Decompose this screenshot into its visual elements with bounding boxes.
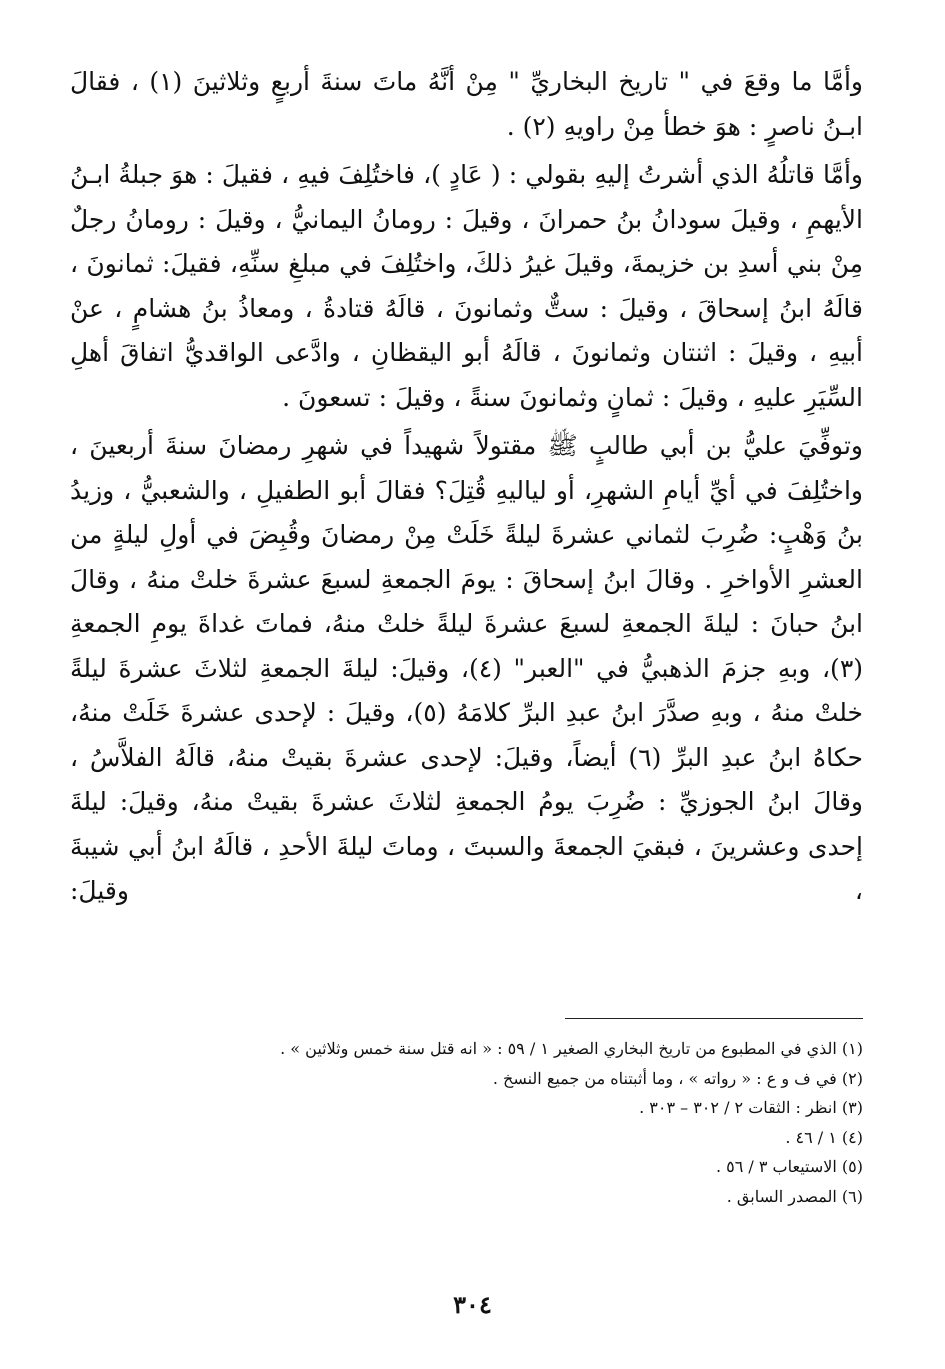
paragraph-2: وأمَّا قاتلُهُ الذي أشرتُ إليهِ بقولي : ( عَادٍ )، فاختُلِفَ فيهِ ، فقيلَ : هوَ جبلةُ ابـنُ الأيهمِ ، وقيلَ سودانُ بنُ حمرانَ ، وقيلَ : رومانُ اليمانيُّ ، وقيلَ : رومانُ رجلٌ مِنْ بني أسدِ بن خزيمةَ، وقيلَ غيرُ ذلكَ، واختُلِفَ في مبلغِ سنِّهِ، فقيلَ: ثمانونَ ، قالَهُ ابنُ إسحاقَ ، وقيلَ : ستٌّ وثمانونَ ، قالَهُ قتادةُ ، ومعاذُ بنُ هشامٍ ، عنْ أبيهِ ، وقيلَ : اثنتان وثمانونَ ، قالَهُ أبو اليقظانِ ، وادَّعى الواقديُّ اتفاقَ أهلِ السِّيَرِ عليهِ ، وقيلَ : ثمانٍ وثمانونَ سنةً ، وقيلَ : تسعونَ . [70, 160, 863, 412]
footnote-6: (٦) المصدر السابق . [726, 1186, 863, 1206]
paragraph-1: وأمَّا ما وقعَ في " تاريخ البخاريِّ " مِنْ أنَّهُ ماتَ سنةَ أربعٍ وثلاثينَ (١) ، فقالَ ابـنُ ناصرٍ : هوَ خطأ مِنْ راويهِ (٢) . [70, 67, 863, 141]
footnotes [200, 1034, 863, 1212]
footnote-divider [565, 1018, 863, 1019]
footnote-1: (١) الذي في المطبوع من تاريخ البخاري الصغير ١ / ٥٩ : « انه قتل سنة خمس وثلاثين » . [280, 1039, 863, 1058]
footnote-3: (٣) انظر : الثقات ٢ / ٣٠٢ – ٣٠٣ . [639, 1098, 863, 1118]
page-number: ٣٠٤ [453, 1290, 492, 1319]
footnote-2: (٢) في ف و ع : « رواته » ، وما أثبتناه من جميع النسخ . [492, 1068, 863, 1088]
footnote-5: (٥) الاستيعاب ٣ / ٥٦ . [715, 1157, 863, 1177]
paragraph-3: وتوفِّيَ عليُّ بن أبي طالبٍ ﷺ مقتولاً شهيداً في شهرِ رمضانَ سنةَ أربعينَ ، واختُلِفَ في أيِّ أيامِ الشهرِ، أو لياليهِ قُتِلَ؟ فقالَ أبو الطفيلِ ، والشعبيُّ ، وزيدُ بنُ وَهْبٍ: ضُرِبَ لثماني عشرةَ ليلةً خَلَتْ مِنْ رمضانَ وقُبِضَ في أولِ ليلةٍ من العشرِ الأواخرِ . وقالَ ابنُ إسحاقَ : يومَ الجمعةِ لسبعَ عشرةَ خلتْ منهُ ، وقالَ ابنُ حبانَ : ليلةَ الجمعةِ لسبعَ عشرةَ ليلةً خلتْ منهُ، فماتَ غداةَ يومِ الجمعةِ (٣)، وبهِ جزمَ الذهبيُّ في "العبر" (٤)، وقيلَ: ليلةَ الجمعةِ لثلاثَ عشرةَ ليلةً خلتْ منهُ ، وبهِ صدَّرَ ابنُ عبدِ البرِّ كلامَهُ (٥)، وقيلَ : لإحدى عشرةَ خَلَتْ منهُ، حكاهُ ابنُ عبدِ البرِّ (٦) أيضاً، وقيلَ: لإحدى عشرةَ بقيتْ منهُ، قالَهُ الفلاَّسُ ، وقالَ ابنُ الجوزيِّ : ضُرِبَ يومُ الجمعةِ لثلاثَ عشرةَ بقيتْ منهُ، وقيلَ: ليلةَ إحدى وعشرينَ ، فبقيَ الجمعةَ والسبتَ ، وماتَ ليلةَ الأحدِ ، قالَهُ ابنُ أبي شيبةَ ، وقيلَ: [70, 431, 864, 905]
main-text [70, 60, 863, 918]
footnote-4: (٤) ١ / ٤٦ . [785, 1127, 863, 1147]
